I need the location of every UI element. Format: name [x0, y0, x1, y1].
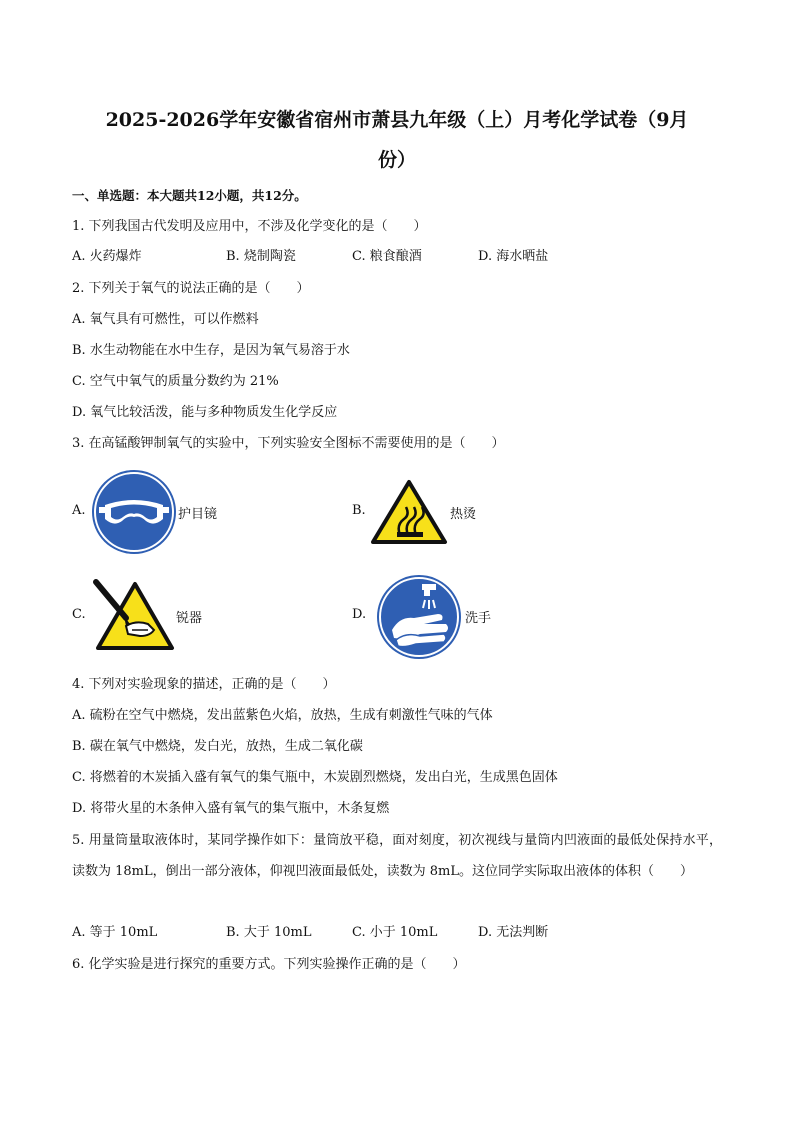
- question-2-option-c: C. 空气中氧气的质量分数约为 21%: [72, 374, 279, 389]
- exam-title-line1: 2025-2026学年安徽省宿州市萧县九年级（上）月考化学试卷（9月: [105, 109, 689, 131]
- exam-title-line2: 份）: [377, 149, 416, 171]
- question-4-option-d: D. 将带火星的木条伸入盛有氧气的集气瓶中，木条复燃: [72, 801, 390, 816]
- question-2-stem: 2. 下列关于氧气的说法正确的是（ ）: [72, 281, 310, 296]
- question-2-option-b: B. 水生动物能在水中生存，是因为氧气易溶于水: [72, 343, 350, 358]
- question-5-option-b: B. 大于 10mL: [226, 925, 312, 940]
- question-3-stem: 3. 在高锰酸钾制氧气的实验中，下列实验安全图标不需要使用的是（ ）: [72, 436, 505, 451]
- question-6-stem: 6. 化学实验是进行探究的重要方式。下列实验操作正确的是（ ）: [72, 957, 466, 972]
- question-2-option-d: D. 氧气比较活泼，能与多种物质发生化学反应: [72, 405, 338, 420]
- question-3-option-c-label: 锐器: [176, 611, 203, 626]
- question-4-option-a: A. 硫粉在空气中燃烧，发出蓝紫色火焰，放热，生成有刺激性气味的气体: [72, 708, 493, 723]
- question-3-option-b-letter: B.: [352, 503, 366, 518]
- question-4-option-c: C. 将燃着的木炭插入盛有氧气的集气瓶中，木炭剧烈燃烧，发出白光，生成黑色固体: [72, 770, 558, 785]
- exam-title: [60, 100, 734, 180]
- wash-hands-icon: [376, 574, 462, 660]
- question-4-stem: 4. 下列对实验现象的描述，正确的是（ ）: [72, 677, 336, 692]
- question-3-option-a-letter: A.: [72, 503, 86, 518]
- hot-warning-icon: [370, 479, 448, 545]
- question-1-option-d: D. 海水晒盐: [478, 249, 549, 264]
- question-3-option-d-label: 洗手: [465, 611, 492, 626]
- section-heading: 一、单选题：本大题共12小题，共12分。: [72, 188, 307, 203]
- question-5-option-d: D. 无法判断: [478, 925, 549, 940]
- question-5-option-c: C. 小于 10mL: [352, 925, 438, 940]
- question-3-option-d-letter: D.: [352, 607, 367, 622]
- question-5-stem: 5. 用量筒量取液体时，某同学操作如下：量筒放平稳，面对刻度，初次视线与量筒内凹液面的最低处保持水平，读数为 18mL，倒出一部分液体，仰视凹液面最低处，读数为 8mL。这位同学实际取出液体的体积（ ）: [72, 833, 722, 879]
- question-5-option-a: A. 等于 10mL: [72, 925, 158, 940]
- question-1-option-a: A. 火药爆炸: [72, 249, 142, 264]
- sharp-warning-icon: [90, 580, 176, 652]
- goggles-icon: [91, 469, 177, 555]
- question-3-option-c-letter: C.: [72, 607, 86, 622]
- question-1-stem: 1. 下列我国古代发明及应用中，不涉及化学变化的是（ ）: [72, 219, 427, 234]
- question-2-option-a: A. 氧气具有可燃性，可以作燃料: [72, 312, 259, 327]
- question-1-option-c: C. 粮食酿酒: [352, 249, 422, 264]
- question-3-option-b-label: 热烫: [450, 507, 477, 522]
- question-4-option-b: B. 碳在氧气中燃烧，发白光，放热，生成二氧化碳: [72, 739, 363, 754]
- question-1-option-b: B. 烧制陶瓷: [226, 249, 296, 264]
- question-3-option-a-label: 护目镜: [178, 507, 218, 522]
